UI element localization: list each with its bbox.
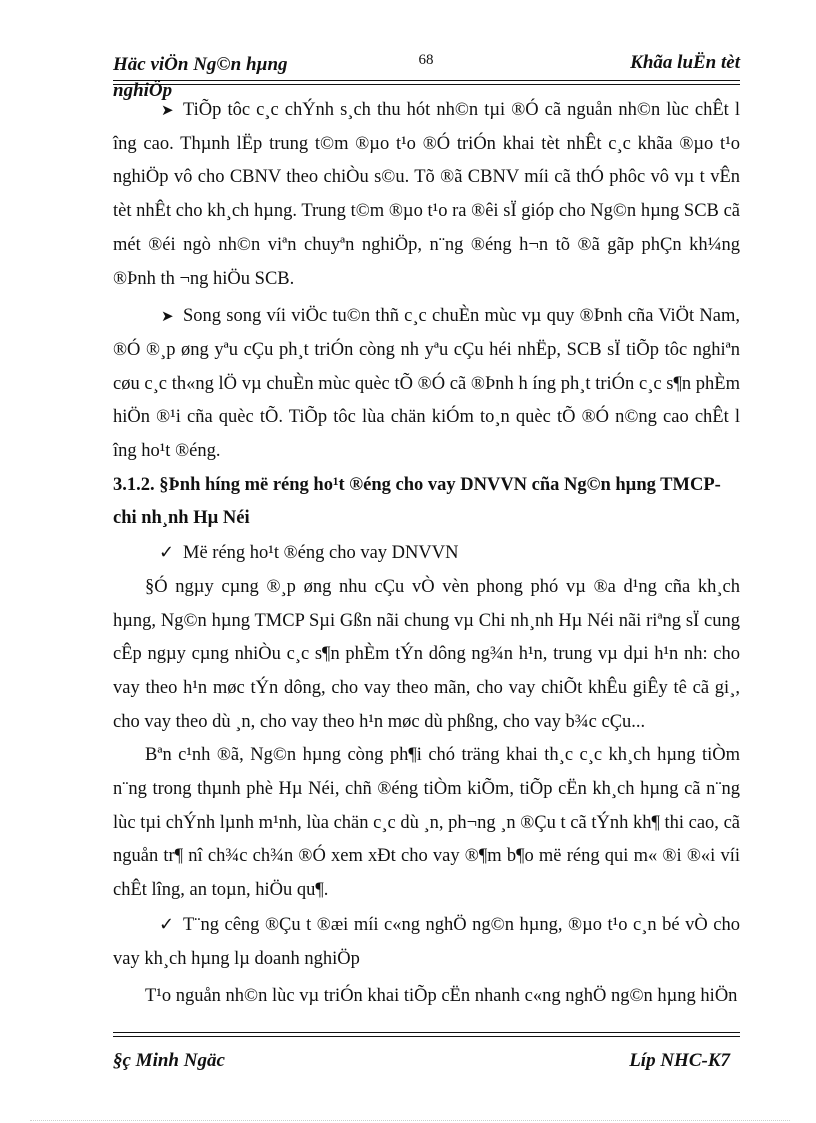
paragraph-text: TiÕp tôc c¸c chÝnh s¸ch thu hót nh©n tµi ®Ó cã nguån nh©n lùc chÊt l îng cao. Thµnh lËp trung t©m ®µo t¹o ®Ó triÓn khai tèt nhÊt c¸c khãa ®µo t¹o nghiÖp vô cho CBNV theo chiÒu s©u. Tõ ®ã CBNV míi cã thÓ phôc vô vµ t vÊn tèt nhÊt cho kh¸ch hµng. Trung t©m ®µo t¹o ra ®êi sÏ gióp cho Ng©n hµng SCB cã mét ®éi ngò nh©n viªn chuyªn nghiÖp, n¨ng ®éng h¬n tõ ®ã gãp phÇn kh¼ng ®Þnh th ¬ng hiÖu SCB. (113, 100, 740, 289)
header-rule-bottom (113, 84, 740, 85)
paragraph-4: Bªn c¹nh ®ã, Ng©n hµng còng ph¶i chó träng khai th¸c c¸c kh¸ch hµng tiÒm n¨ng trong thµnh phè Hµ Néi, chñ ®éng tiÒm kiÕm, tiÕp cËn kh¸ch hµng cã n¨ng lùc tµi chÝnh lµnh m¹nh, lùa chän c¸c dù ¸n, ph¬ng ¸n ®Çu t cã tÝnh kh¶ thi cao, cã nguån tr¶ nî ch¾c ch¾n ®Ó xem xÐt cho vay ®¶m b¶o më réng qui m« ®i ®«i víi chÊt lîng, an toµn, hiÖu qu¶. (113, 745, 740, 901)
footer-author: §ç Minh Ngäc (113, 1050, 225, 1071)
section-heading: 3.1.2. §Þnh híng më réng ho¹t ®éng cho vay DNVVN cña Ng©n hµng TMCP- chi nh¸nh Hµ Néi (113, 474, 721, 529)
check-item-text: Më réng ho¹t ®éng cho vay DNVVN (183, 543, 459, 564)
footer-rule-bottom (113, 1036, 740, 1037)
paragraph-text: Song song víi viÖc tu©n thñ c¸c chuÈn mùc vµ quy ®Þnh cña ViÖt Nam, ®Ó ®¸p øng yªu cÇu ph¸t triÓn còng nh yªu cÇu héi nhËp, SCB sÏ tiÕp tôc nghiªn cøu c¸c th«ng lÖ vµ chuÈn mùc quèc tÕ ®Ó cã ®Þnh h íng ph¸t triÓn c¸c s¶n phÈm hiÖn ®¹i cña quèc tÕ. TiÕp tôc lùa chän kiÓm to¸n quèc tÕ ®Ó n©ng cao chÊt l îng ho¹t ®éng. (113, 306, 740, 462)
checkmark-icon: ✓ (159, 542, 175, 564)
page-number: 68 (418, 52, 434, 68)
arrowhead-bullet-icon: ➤ (161, 101, 174, 119)
check-item-text: T¨ng cêng ®Çu t ®æi míi c«ng nghÖ ng©n hµng, ®µo t¹o c¸n bé vÒ cho vay kh¸ch hµng lµ doanh nghiÖp (113, 914, 740, 969)
footer-class: Líp NHC-K7 (629, 1050, 730, 1071)
body-text (113, 94, 740, 1014)
paragraph-5: T¹o nguån nh©n lùc vµ triÓn khai tiÕp cËn nhanh c«ng nghÖ ng©n hµng hiÖn (145, 986, 738, 1007)
bullet-paragraph-1 (113, 94, 740, 296)
header-thesis-label: Khãa luËn tèt (630, 52, 740, 73)
footer-rule-top (113, 1032, 740, 1033)
checkmark-icon: ✓ (159, 913, 175, 935)
header-rule-top (113, 80, 740, 81)
paragraph-3: §Ó ngµy cµng ®¸p øng nhu cÇu vÒ vèn phong phó vµ ®a d¹ng cña kh¸ch hµng, Ng©n hµng TMCP Sµi Gßn nãi chung vµ Chi nh¸nh Hµ Néi nãi riªng sÏ cung cÊp ngµy cµng nhiÒu c¸c s¶n phÈm tÝn dông ng¾n h¹n, trung vµ dµi h¹n nh: cho vay theo h¹n møc tÝn dông, cho vay theo mãn, cho vay chiÕt khÊu giÊy tê cã gi¸, cho vay theo dù ¸n, cho vay theo h¹n møc dù phßng, cho vay b¾c cÇu... (113, 576, 740, 732)
bullet-paragraph-2 (113, 300, 740, 469)
arrowhead-bullet-icon: ➤ (161, 307, 174, 326)
check-item-2 (113, 908, 740, 976)
check-item-1 (113, 536, 740, 571)
page-edge-divider (30, 1120, 790, 1121)
header-institution: Häc viÖn Ng©n hµng nghiÖp (113, 54, 288, 101)
